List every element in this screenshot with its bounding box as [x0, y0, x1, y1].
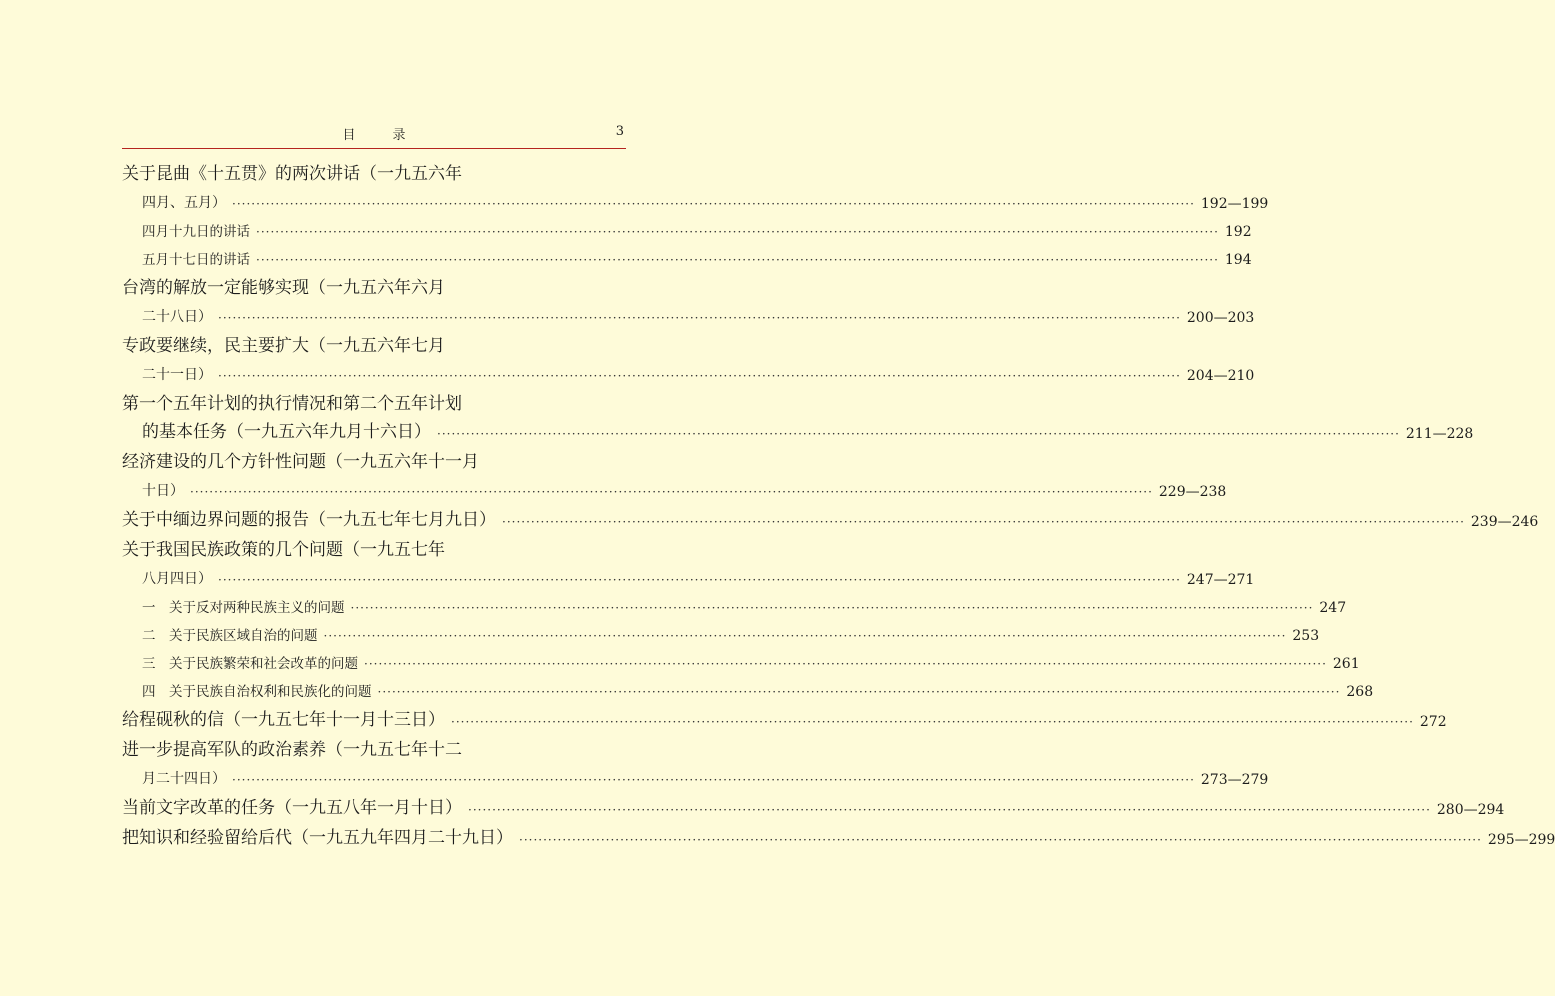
dot-leader: ········································································································································································································ — [256, 225, 1219, 239]
dot-leader: ········································································································································································································ — [232, 773, 1195, 787]
toc-entry-title: 给程砚秋的信（一九五七年十一月十三日） — [122, 710, 445, 730]
toc-entry-pages: 194 — [1224, 252, 1252, 268]
toc-entry-pages: 273—279 — [1200, 772, 1269, 788]
dot-leader: ········································································································································································································ — [364, 657, 1327, 671]
toc-entry-title: 四月、五月） — [142, 195, 226, 211]
toc-entry — [122, 594, 1347, 622]
dot-leader: ········································································································································································································ — [377, 685, 1341, 699]
toc-entry — [122, 190, 1269, 218]
toc-entry — [122, 246, 1252, 274]
toc-entry-title: 把知识和经验留给后代（一九五九年四月二十九日） — [122, 828, 513, 848]
toc-entry — [122, 566, 1255, 594]
toc-entry — [122, 420, 1474, 448]
toc-entry-title: 十日） — [142, 483, 184, 499]
toc-entry-pages: 211—228 — [1405, 426, 1474, 442]
toc-entry-title: 二十一日） — [142, 367, 212, 383]
toc-entry — [122, 478, 1227, 506]
toc-entry-title: 关于昆曲《十五贯》的两次讲话（一九五六年 — [122, 164, 462, 184]
dot-leader: ········································································································································································································ — [350, 601, 1314, 615]
toc-entry-pages: 192—199 — [1200, 196, 1269, 212]
toc-entry-title: 关于我国民族政策的几个问题（一九五七年 — [122, 540, 445, 560]
toc-entry-title: 四月十九日的讲话 — [142, 224, 250, 240]
toc-entry — [122, 622, 1320, 650]
toc-entry-title: 二十八日） — [142, 309, 212, 325]
toc-entry — [122, 650, 1360, 678]
toc-entry — [122, 506, 1539, 536]
dot-leader: ········································································································································································································ — [218, 311, 1181, 325]
toc-entry — [122, 274, 626, 304]
toc-entry-pages: 204—210 — [1186, 368, 1255, 384]
toc-entry-pages: 229—238 — [1158, 484, 1227, 500]
toc-entry-pages: 247—271 — [1186, 572, 1255, 588]
toc-entry — [122, 218, 1252, 246]
toc-entry — [122, 736, 626, 766]
dot-leader: ········································································································································································································ — [437, 427, 1400, 441]
toc-entry — [122, 794, 1505, 824]
toc-entry-title: 关于中缅边界问题的报告（一九五七年七月九日） — [122, 510, 496, 530]
toc-entry-title: 当前文字改革的任务（一九五八年一月十日） — [122, 798, 462, 818]
toc-entry — [122, 536, 626, 566]
toc-entry-pages: 280—294 — [1436, 802, 1505, 818]
toc-entry-pages: 247 — [1319, 600, 1347, 616]
toc-entry-title: 的基本任务（一九五六年九月十六日） — [142, 422, 431, 442]
dot-leader: ········································································································································································································ — [256, 253, 1219, 267]
dot-leader: ········································································································································································································ — [190, 485, 1153, 499]
toc-entry-title: 进一步提高军队的政治素养（一九五七年十二 — [122, 740, 462, 760]
toc-entry — [122, 390, 626, 420]
toc-entry — [122, 332, 626, 362]
toc-entry-pages: 253 — [1292, 628, 1320, 644]
toc-entry-pages: 272 — [1419, 714, 1447, 730]
dot-leader: ········································································································································································································ — [323, 629, 1287, 643]
dot-leader: ········································································································································································································ — [502, 515, 1465, 529]
toc-entry — [122, 824, 1555, 854]
toc-entry — [122, 304, 1255, 332]
page-number: 3 — [615, 124, 624, 139]
toc-entry — [122, 766, 1269, 794]
table-of-contents — [122, 160, 1555, 854]
toc-entry-title: 三 关于民族繁荣和社会改革的问题 — [142, 656, 358, 672]
toc-entry — [122, 706, 1447, 736]
toc-entry-title: 四 关于民族自治权利和民族化的问题 — [142, 684, 372, 700]
toc-entry-title: 五月十七日的讲话 — [142, 252, 250, 268]
dot-leader: ········································································································································································································ — [218, 369, 1181, 383]
dot-leader: ········································································································································································································ — [468, 803, 1431, 817]
toc-entry-title: 专政要继续，民主要扩大（一九五六年七月 — [122, 336, 445, 356]
header-title: 目 录 — [342, 128, 418, 143]
running-header — [122, 118, 626, 149]
toc-entry-title: 二 关于民族区域自治的问题 — [142, 628, 318, 644]
toc-entry-pages: 239—246 — [1470, 514, 1539, 530]
toc-entry — [122, 678, 1374, 706]
toc-entry-title: 八月四日） — [142, 571, 212, 587]
toc-entry-title: 第一个五年计划的执行情况和第二个五年计划 — [122, 394, 462, 414]
toc-entry-pages: 268 — [1346, 684, 1374, 700]
toc-entry-title: 月二十四日） — [142, 771, 226, 787]
dot-leader: ········································································································································································································ — [451, 715, 1414, 729]
toc-entry-pages: 261 — [1332, 656, 1360, 672]
toc-entry — [122, 160, 626, 190]
toc-entry — [122, 448, 626, 478]
dot-leader: ········································································································································································································ — [218, 573, 1181, 587]
toc-entry-pages: 192 — [1224, 224, 1252, 240]
toc-entry-pages: 295—299 — [1487, 832, 1555, 848]
toc-entry-pages: 200—203 — [1186, 310, 1255, 326]
dot-leader: ········································································································································································································ — [519, 833, 1482, 847]
toc-entry — [122, 362, 1255, 390]
toc-entry-title: 一 关于反对两种民族主义的问题 — [142, 600, 345, 616]
toc-entry-title: 台湾的解放一定能够实现（一九五六年六月 — [122, 278, 445, 298]
dot-leader: ········································································································································································································ — [232, 197, 1195, 211]
toc-entry-title: 经济建设的几个方针性问题（一九五六年十一月 — [122, 452, 479, 472]
